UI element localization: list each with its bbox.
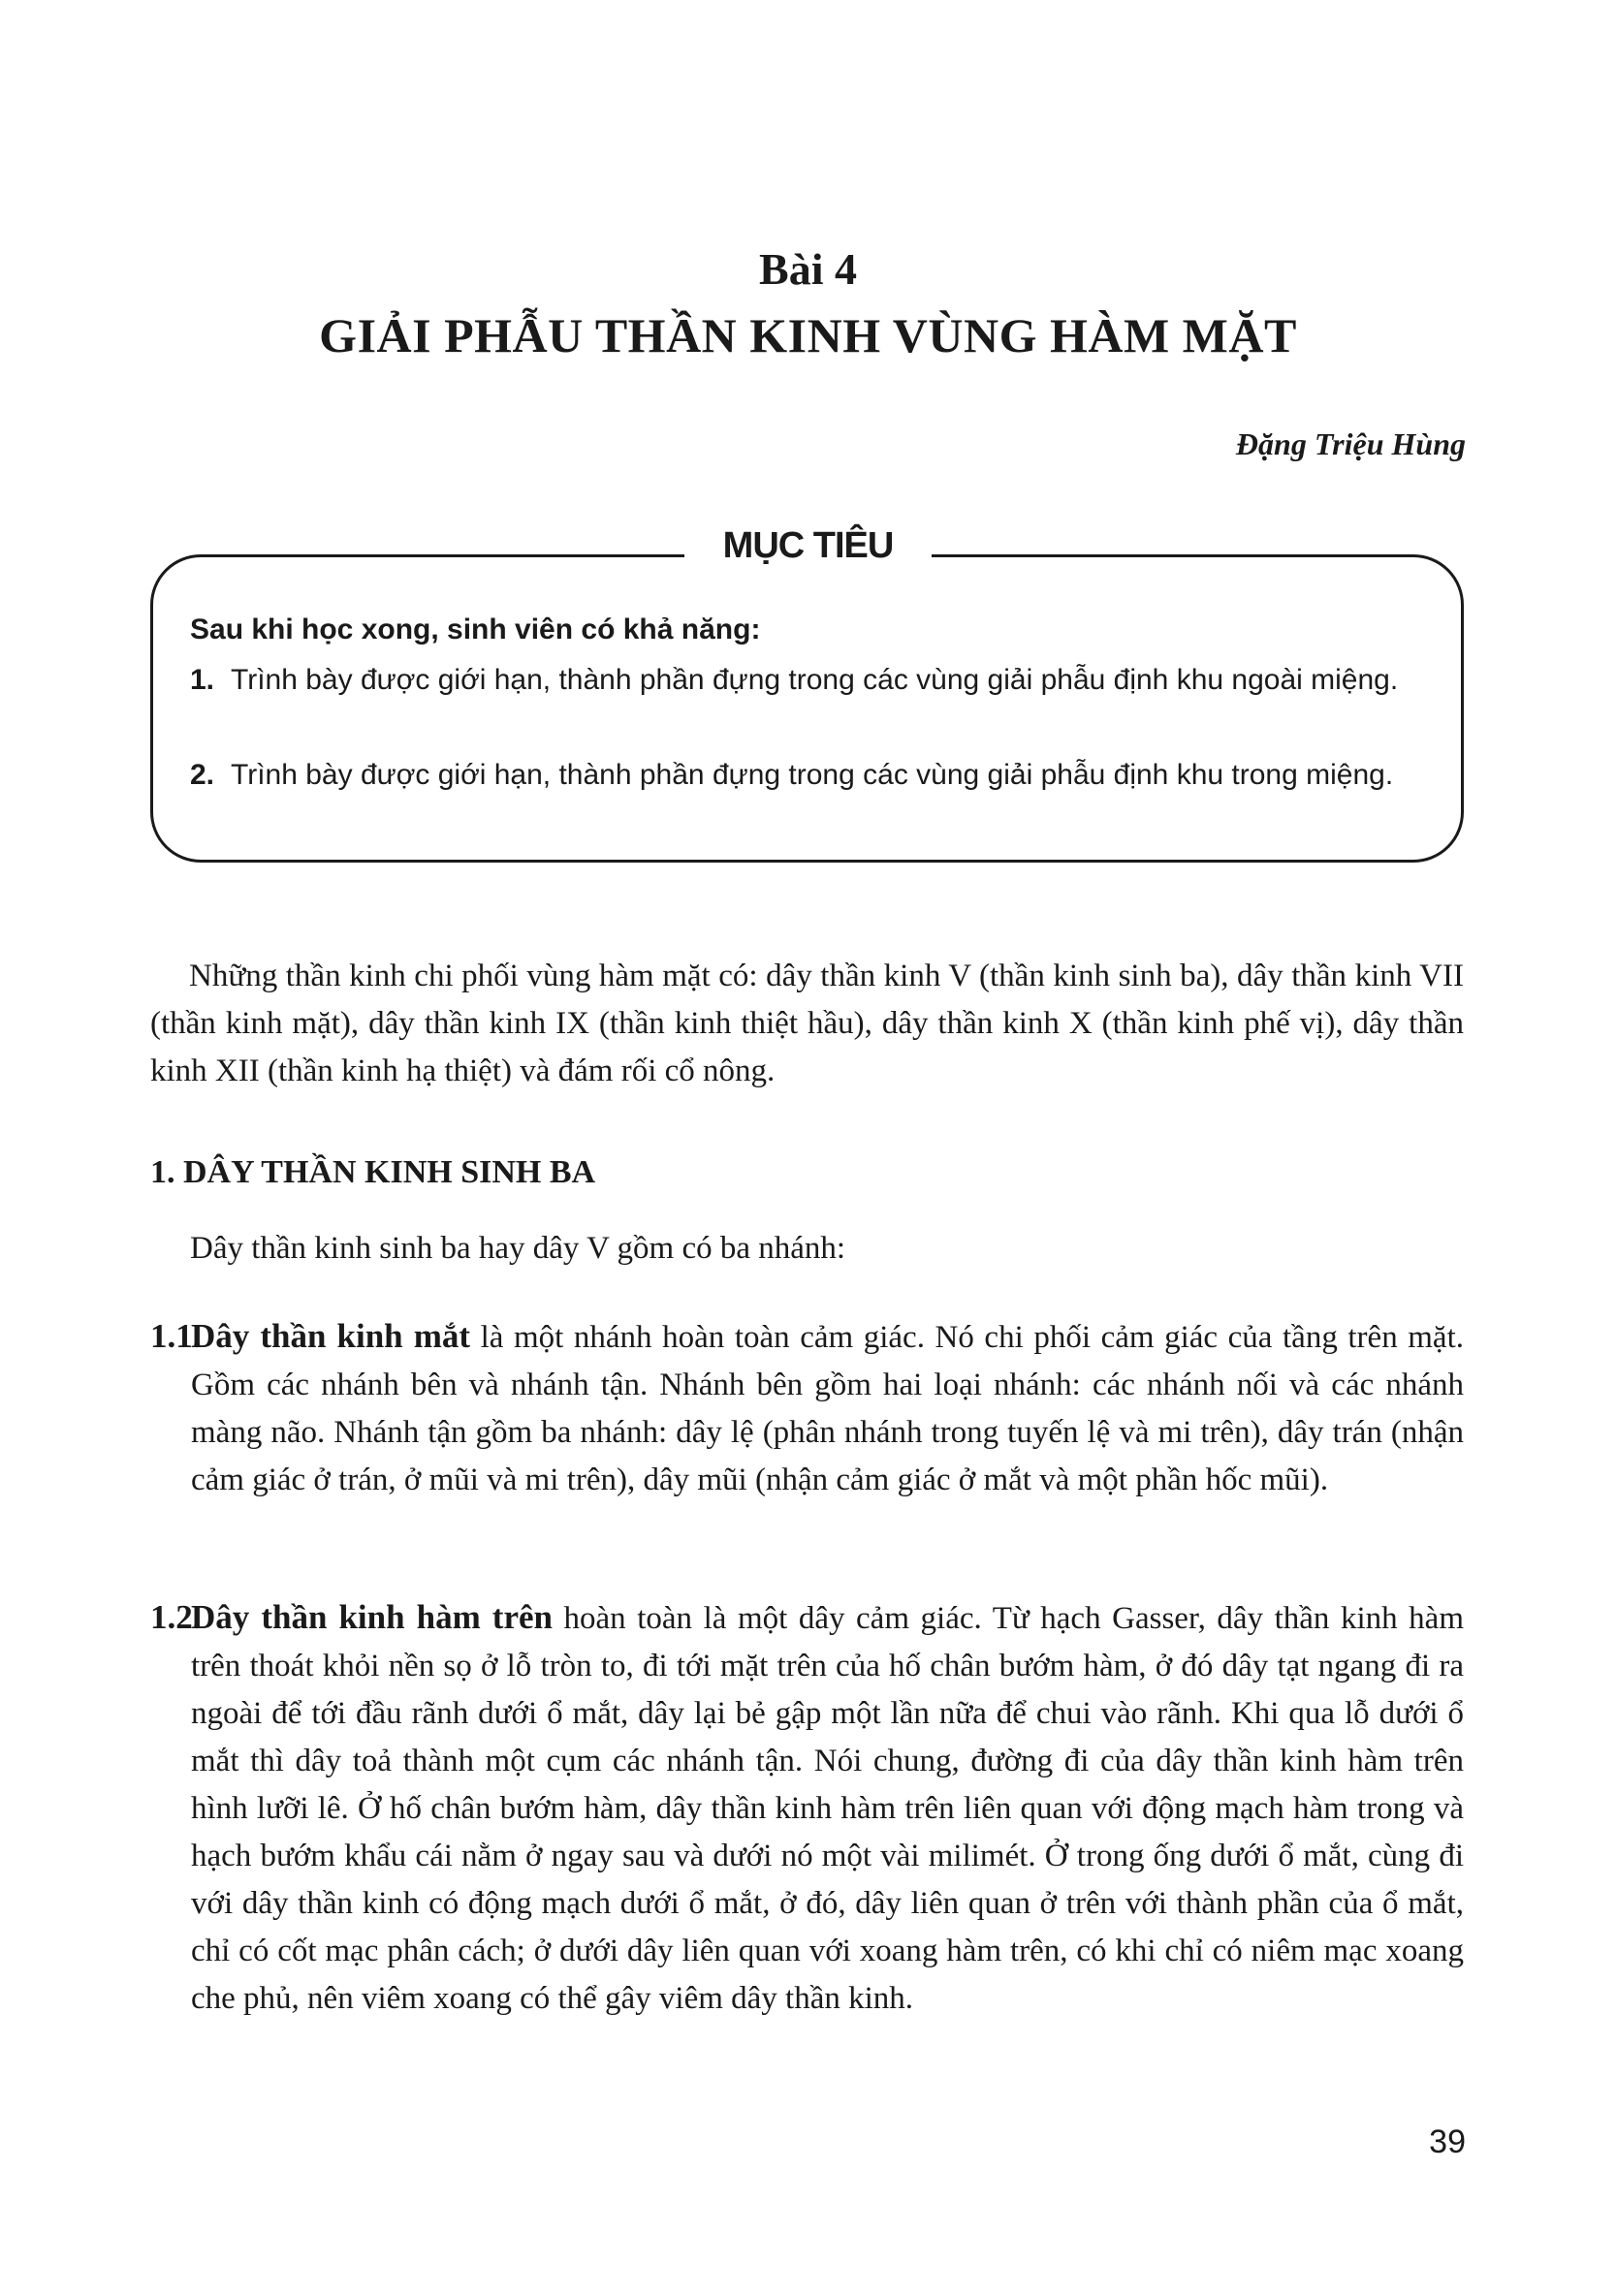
objective-number: 1. bbox=[190, 664, 215, 696]
section-intro: Dây thần kinh sinh ba hay dây V gồm có ba nhánh: bbox=[190, 1231, 846, 1266]
subsection-body bbox=[150, 1593, 1464, 2023]
objective-item bbox=[190, 756, 1431, 794]
objective-text: Trình bày được giới hạn, thành phần đựng trong các vùng giải phẫu định khu ngoài miệng. bbox=[231, 664, 1399, 696]
subsection-number: 1.1. bbox=[150, 1317, 202, 1355]
objectives-intro: Sau khi học xong, sinh viên có khả năng: bbox=[190, 613, 761, 645]
section-heading: 1. DÂY THẦN KINH SINH BA bbox=[150, 1154, 596, 1190]
subsection-lead: Dây thần kinh mắt bbox=[191, 1317, 471, 1355]
objective-number: 2. bbox=[190, 759, 215, 791]
objectives-heading bbox=[0, 521, 1616, 570]
objective-text: Trình bày được giới hạn, thành phần đựng trong các vùng giải phẫu định khu trong miệng. bbox=[231, 759, 1394, 791]
subsection-lead: Dây thần kinh hàm trên bbox=[191, 1598, 553, 1636]
objective-item bbox=[190, 661, 1431, 699]
subsection-text: là một nhánh hoàn toàn cảm giác. Nó chi phối cảm giác của tầng trên mặt. Gồm các nhánh bên và nhánh tận. Nhánh bên gồm hai loại nhánh: các nhánh nối và các nhánh màng não. Nhánh tận gồm ba nhánh: dây lệ (phân nhánh trong tuyến lệ và mi trên), dây trán (nhận cảm giác ở trán, ở mũi và mi trên), dây mũi (nhận cảm giác ở mắt và một phần hốc mũi). bbox=[191, 1320, 1464, 1497]
intro-paragraph: Những thần kinh chi phối vùng hàm mặt có: dây thần kinh V (thần kinh sinh ba), dây thần kinh VII (thần kinh mặt), dây thần kinh IX (thần kinh thiệt hầu), dây thần kinh X (thần kinh phế vị), dây thần kinh XII (thần kinh hạ thiệt) và đám rối cổ nông. bbox=[150, 959, 1464, 1088]
lesson-title: GIẢI PHẪU THẦN KINH VÙNG HÀM MẶT bbox=[319, 308, 1297, 362]
subsection-paragraph bbox=[150, 1312, 1464, 1504]
lesson-number: Bài 4 bbox=[759, 244, 857, 294]
objectives-heading-text: MỤC TIÊU bbox=[684, 521, 933, 570]
objectives-box bbox=[150, 554, 1464, 863]
subsection-number: 1.2. bbox=[150, 1598, 202, 1636]
page-number: 39 bbox=[1429, 2123, 1466, 2160]
subsection-body bbox=[150, 1312, 1464, 1504]
subsection-paragraph bbox=[150, 1593, 1464, 2023]
author-name: Đặng Triệu Hùng bbox=[1235, 426, 1466, 461]
subsection-text: hoàn toàn là một dây cảm giác. Từ hạch Gasser, dây thần kinh hàm trên thoát khỏi nền sọ ở lỗ tròn to, đi tới mặt trên của hố chân bướm hàm, ở đó dây tạt ngang đi ra ngoài để tới đầu rãnh dưới ổ mắt, dây lại bẻ gập một lần nữa để chui vào rãnh. Khi qua lỗ dưới ổ mắt thì dây toả thành một cụm các nhánh tận. Nói chung, đường đi của dây thần kinh hàm trên hình lưỡi lê. Ở hố chân bướm hàm, dây thần kinh hàm trên liên quan với động mạch hàm trong và hạch bướm khẩu cái nằm ở ngay sau và dưới nó một vài milimét. Ở trong ống dưới ổ mắt, cùng đi với dây thần kinh có động mạch dưới ổ mắt, ở đó, dây liên quan ở trên với thành phần của ổ mắt, chỉ có cốt mạc phân cách; ở dưới dây liên quan với xoang hàm trên, có khi chỉ có niêm mạc xoang che phủ, nên viêm xoang có thể gây viêm dây thần kinh. bbox=[191, 1601, 1464, 2016]
